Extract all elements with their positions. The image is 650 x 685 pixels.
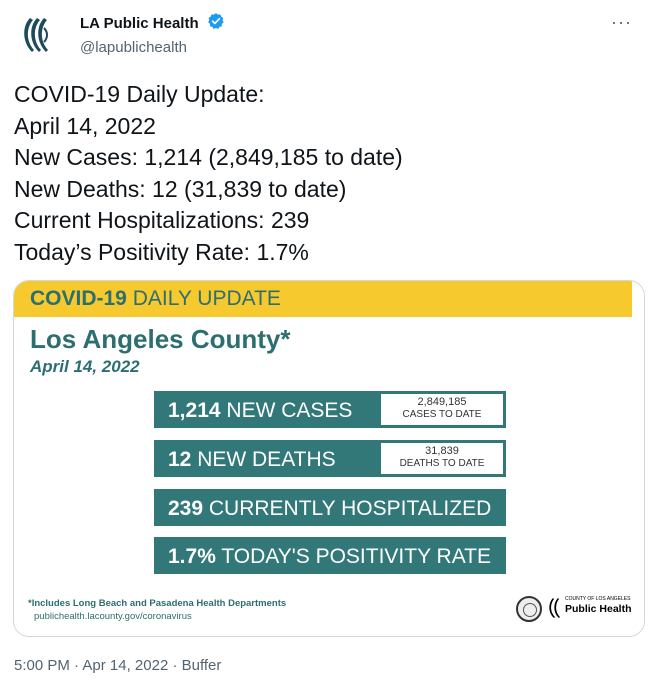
stat-text: NEW CASES [220, 399, 353, 422]
tweet-line: Today’s Positivity Rate: 1.7% [14, 238, 309, 265]
stat-positivity-rate [154, 537, 506, 574]
stat-to-date-label: DEATHS TO DATE [399, 458, 485, 469]
tweet-date[interactable]: Apr 14, 2022 [82, 657, 169, 674]
tweet-line: COVID-19 Daily Update: [14, 81, 265, 107]
banner-title [30, 287, 281, 311]
stat-value: 12 [168, 448, 192, 471]
more-options-icon[interactable]: ··· [611, 12, 632, 32]
tweet-line: New Deaths: 12 (31,839 to date) [14, 175, 347, 202]
stat-to-date-value: 2,849,185 [417, 396, 467, 408]
tweet-line: Current Hospitalizations: 239 [14, 207, 310, 233]
stat-value: 239 [168, 497, 204, 520]
banner-title-rest: DAILY UPDATE [126, 287, 281, 310]
stat-to-date-label: CASES TO DATE [402, 409, 482, 420]
banner-title-bold: COVID-19 [30, 287, 127, 310]
separator: · [172, 657, 178, 674]
tweet-source[interactable]: Buffer [181, 657, 222, 674]
avatar[interactable] [14, 10, 64, 60]
verified-badge-icon [207, 12, 225, 35]
stat-new-cases [154, 391, 506, 428]
tweet-text [14, 79, 634, 268]
image-county-title: Los Angeles County* [30, 324, 291, 354]
stat-to-date-box [381, 443, 503, 474]
logo-small-text: COUNTY OF LOS ANGELES [565, 596, 631, 602]
image-date: April 14, 2022 [30, 357, 140, 376]
public-health-logo [547, 593, 632, 623]
tweet-line: April 14, 2022 [14, 112, 156, 139]
tweet-image-card[interactable] [13, 280, 645, 637]
image-banner [14, 281, 632, 317]
stat-label [168, 497, 491, 521]
stat-value: 1,214 [168, 399, 221, 422]
tweet-header [14, 10, 636, 64]
image-url: publichealth.lacounty.gov/coronavirus [34, 611, 192, 622]
stat-text: TODAY'S POSITIVITY RATE [215, 545, 492, 568]
tweet-time[interactable]: 5:00 PM [14, 657, 70, 674]
stat-new-deaths [154, 440, 506, 477]
author-handle[interactable]: @lapublichealth [80, 39, 187, 56]
author-name[interactable]: LA Public Health [80, 15, 199, 32]
author-block [80, 12, 225, 56]
tweet-line: New Cases: 1,214 (2,849,185 to date) [14, 144, 403, 170]
county-seal-icon [516, 596, 542, 622]
stat-to-date-value: 31,839 [425, 445, 459, 457]
stat-label [168, 448, 336, 472]
public-health-mark-icon [547, 596, 563, 620]
stat-to-date-box [381, 394, 503, 425]
tweet-timestamp [14, 657, 221, 674]
separator: · [74, 657, 80, 674]
stat-label [168, 545, 491, 569]
logo-name-text: Public Health [565, 603, 632, 615]
stat-text: NEW DEATHS [191, 448, 336, 471]
stat-hospitalized [154, 489, 506, 526]
stat-text: CURRENTLY HOSPITALIZED [203, 497, 492, 520]
stat-value: 1.7% [168, 545, 216, 568]
image-footnote: *Includes Long Beach and Pasadena Health Departments [28, 598, 287, 609]
stat-label [168, 399, 352, 423]
la-public-health-logo-icon [14, 10, 64, 60]
